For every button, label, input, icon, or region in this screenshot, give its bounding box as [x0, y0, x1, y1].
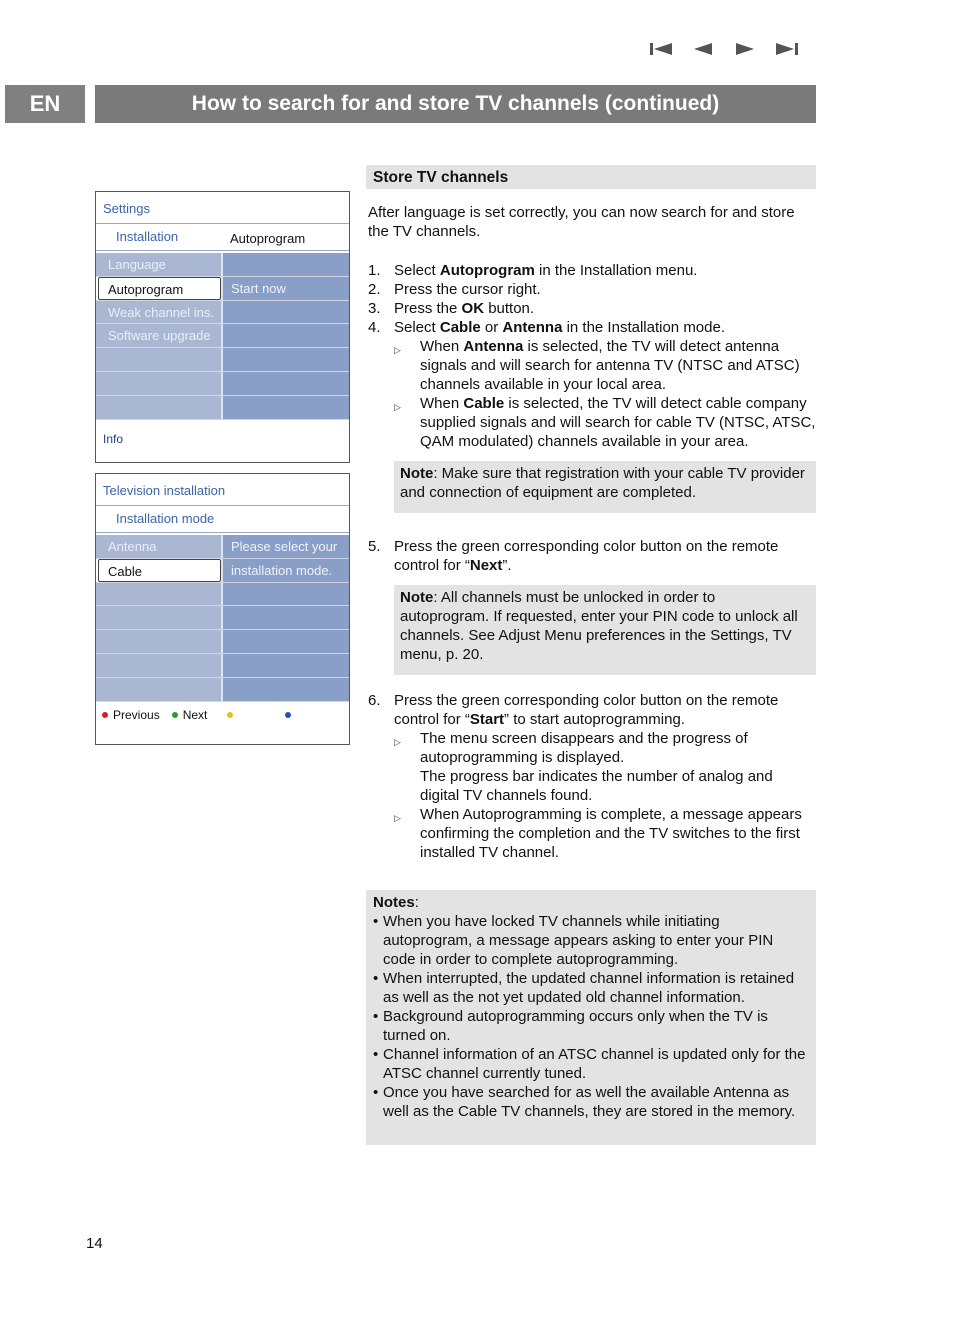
menu-subheader — [96, 224, 349, 251]
section-title: Store TV channels — [366, 165, 816, 189]
note-text: : Make sure that registration with your cable TV provider and connection of equipment are completed. — [400, 465, 805, 501]
settings-menu-panel — [95, 191, 350, 463]
menu-title: Settings — [96, 192, 349, 224]
step-bold: Antenna — [502, 319, 563, 336]
note-label: Note — [400, 589, 434, 606]
step-number: 6. — [368, 692, 381, 709]
menu-row[interactable] — [96, 535, 349, 559]
blue-dot-icon — [285, 712, 291, 718]
triangle-bullet-icon: ▷ — [394, 345, 401, 355]
menu-row — [96, 678, 349, 702]
menu-title: Television installation — [96, 474, 349, 506]
menu-value — [221, 630, 349, 653]
triangle-bullet-icon: ▷ — [394, 737, 401, 747]
step-bold: Autoprogram — [439, 262, 535, 279]
step-2 — [366, 280, 816, 299]
steps-list — [366, 537, 816, 575]
note-label: Note — [400, 465, 434, 482]
step-text: in the Installation menu. — [534, 262, 698, 279]
page-number: 14 — [86, 1235, 103, 1252]
previous-label[interactable]: Previous — [113, 707, 160, 722]
step-6-detail-progress — [394, 729, 816, 805]
menu-item-software-upgrade[interactable]: Software upgrade — [96, 324, 221, 347]
menu-value — [221, 348, 349, 371]
info-label: Info — [103, 431, 124, 446]
step-text: ” to start autoprogramming. — [504, 711, 685, 728]
menu-row[interactable] — [96, 253, 349, 277]
menu-grid — [96, 253, 349, 420]
menu-subheader — [96, 506, 349, 533]
menu-row — [96, 606, 349, 630]
menu-row — [96, 348, 349, 372]
prev-icon[interactable] — [690, 40, 718, 60]
step-4-detail-cable — [394, 394, 816, 451]
menu-item-weak-channel[interactable]: Weak channel ins. — [96, 301, 221, 324]
notes-bullet: • Channel information of an ATSC channel is updated only for the ATSC channel currently tuned. — [373, 1045, 809, 1083]
notes-bullet: • Once you have searched for as well the available Antenna as well as the Cable TV channels, they are stored in the memory. — [373, 1083, 809, 1121]
menu-message: Please select your — [221, 535, 349, 558]
step-text: Press the green corresponding color button on the remote control for “ — [394, 538, 779, 574]
menu-empty — [96, 678, 221, 701]
notes-box: Notes: • When you have locked TV channels while initiating autoprogram, a message appears asking to enter your PIN code in order to complete autoprogramming. • When interrupted, the updated channel information is retained as well as the not yet updated old channel information. • Background autoprogramming occurs only when the TV is turned on. • Channel information of an ATSC channel is updated only for the ATSC channel currently tuned. • Once you have searched for as well the available Antenna as well as the Cable TV channels, they are stored in the memory. — [366, 890, 816, 1145]
step-number: 5. — [368, 538, 381, 555]
step-text: button. — [484, 300, 535, 317]
menu-grid — [96, 535, 349, 702]
color-key-footer — [96, 702, 349, 722]
notes-bullet: • When interrupted, the updated channel information is retained as well as the not yet updated old channel information. — [373, 969, 809, 1007]
skip-forward-icon[interactable] — [774, 40, 802, 60]
triangle-bullet-icon: ▷ — [394, 402, 401, 412]
language-badge: EN — [5, 85, 85, 123]
detail-text: When — [420, 395, 464, 412]
note-box-unlock — [394, 585, 816, 675]
menu-value — [221, 324, 349, 347]
menu-empty — [96, 348, 221, 371]
installation-menu-panel — [95, 473, 350, 745]
notes-title: Notes — [373, 894, 415, 911]
step-text: Press the green corresponding color button on the remote control for “ — [394, 692, 779, 728]
page-navigation — [648, 40, 802, 60]
menu-row — [96, 654, 349, 678]
step-text: or — [480, 319, 503, 336]
menu-message: installation mode. — [221, 559, 349, 582]
step-bold: Start — [469, 711, 505, 728]
menu-row — [96, 583, 349, 607]
step-number: 3. — [368, 300, 381, 317]
menu-row[interactable] — [96, 324, 349, 348]
menu-row[interactable] — [96, 559, 349, 583]
menu-empty — [96, 654, 221, 677]
step-4 — [366, 318, 816, 451]
menu-item-cable[interactable]: Cable — [98, 559, 221, 582]
next-label[interactable]: Next — [182, 707, 208, 722]
menu-empty — [96, 372, 221, 395]
step-text: ”. — [502, 557, 512, 574]
step-text: Press the cursor right. — [394, 281, 541, 298]
menu-item-language[interactable]: Language — [96, 253, 221, 276]
menu-item-autoprogram[interactable]: Autoprogram — [98, 277, 221, 300]
step-6-detail-complete — [394, 805, 816, 862]
step-5 — [366, 537, 816, 575]
notes-bullet: • Background autoprogramming occurs only when the TV is turned on. — [373, 1007, 809, 1045]
yellow-dot-icon — [227, 712, 233, 718]
detail-text: When Autoprogramming is complete, a message appears confirming the completion and the TV switches to the first installed TV channel. — [420, 806, 802, 861]
menu-sub-left: Installation mode — [116, 511, 215, 526]
menu-value — [221, 678, 349, 701]
step-4-detail-antenna — [394, 337, 816, 394]
step-bold: Cable — [439, 319, 481, 336]
note-text: : All channels must be unlocked in order to autoprogram. If requested, enter your PIN code to unlock all channels. See Adjust Menu preferences in the Settings, TV menu, p. 20. — [400, 589, 798, 663]
menu-value — [221, 253, 349, 276]
step-bold: OK — [461, 300, 485, 317]
menu-value — [221, 396, 349, 419]
step-number: 4. — [368, 319, 381, 336]
step-number: 1. — [368, 262, 381, 279]
menu-row — [96, 372, 349, 396]
steps-list — [366, 691, 816, 862]
detail-bold: Antenna — [463, 338, 524, 355]
menu-empty — [96, 606, 221, 629]
menu-row[interactable] — [96, 301, 349, 325]
detail-text: is selected, the TV will detect antenna signals and will search for antenna TV (NTSC and ATSC) channels available in your local area. — [420, 338, 800, 393]
menu-value[interactable]: Start now — [221, 277, 349, 300]
next-icon[interactable] — [732, 40, 760, 60]
step-text: in the Installation mode. — [562, 319, 726, 336]
menu-value — [221, 583, 349, 606]
triangle-bullet-icon: ▷ — [394, 813, 401, 823]
detail-text: The progress bar indicates the number of analog and digital TV channels found. — [420, 768, 773, 804]
detail-bold: Cable — [463, 395, 505, 412]
red-dot-icon — [102, 712, 108, 718]
note-box-registration — [394, 461, 816, 513]
step-number: 2. — [368, 281, 381, 298]
menu-row — [96, 630, 349, 654]
step-6 — [366, 691, 816, 862]
menu-empty — [96, 396, 221, 419]
menu-row[interactable] — [96, 277, 349, 301]
menu-value — [221, 654, 349, 677]
step-bold: Next — [469, 557, 503, 574]
menu-sub-right: Autoprogram — [230, 231, 306, 246]
detail-text: The menu screen disappears and the progress of autoprogramming is displayed. — [420, 730, 748, 766]
menu-empty — [96, 630, 221, 653]
content-column — [366, 165, 816, 1145]
menu-sub-left: Installation — [116, 229, 179, 244]
step-text: Select — [394, 262, 440, 279]
page-title: How to search for and store TV channels (continued) — [95, 85, 816, 123]
notes-bullet: • When you have locked TV channels while initiating autoprogram, a message appears asking to enter your PIN code in order to complete autoprogramming. — [373, 912, 809, 969]
menu-value — [221, 372, 349, 395]
menu-value — [221, 301, 349, 324]
menu-row — [96, 396, 349, 420]
skip-back-icon[interactable] — [648, 40, 676, 60]
menu-empty — [96, 583, 221, 606]
step-1 — [366, 261, 816, 280]
intro-paragraph: After language is set correctly, you can now search for and store the TV channels. — [368, 204, 795, 240]
step-text: Press the — [394, 300, 462, 317]
step-text: Select — [394, 319, 440, 336]
green-dot-icon — [172, 712, 178, 718]
detail-text: When — [420, 338, 464, 355]
menu-item-antenna[interactable]: Antenna — [96, 535, 221, 558]
step-3 — [366, 299, 816, 318]
menu-value — [221, 606, 349, 629]
steps-list — [366, 261, 816, 451]
detail-text: is selected, the TV will detect cable company supplied signals and will search for cable TV (NTSC, ATSC, QAM modulated) channels available in your area. — [420, 395, 816, 450]
